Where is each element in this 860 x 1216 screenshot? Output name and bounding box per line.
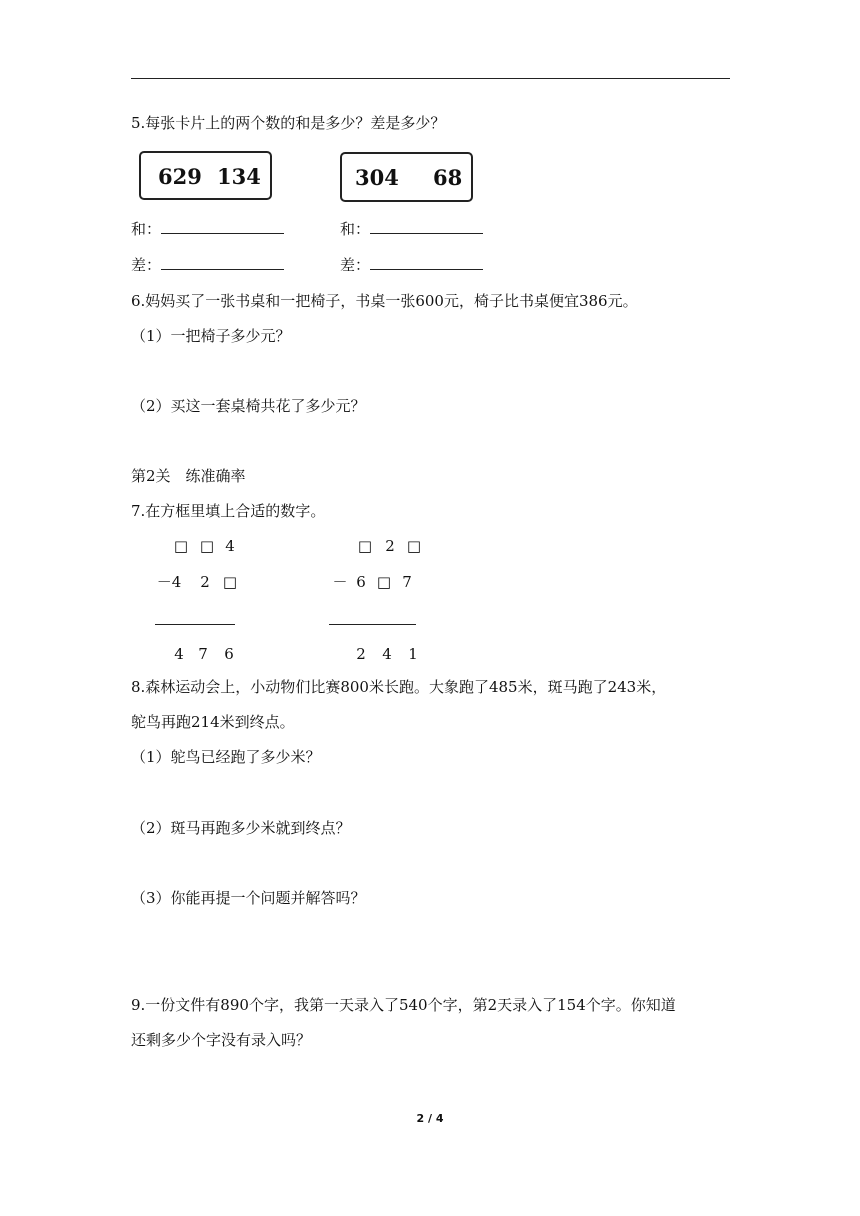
digit-box[interactable]: □ [173,537,189,555]
sum-answer-2 [340,218,483,240]
q7-title: 7.在方框里填上合适的数字。 [131,502,326,520]
digit-box[interactable]: □ [406,537,422,555]
page-number: 2 / 4 [416,1112,444,1125]
digit-box[interactable]: □ [376,573,392,591]
answer-blank[interactable] [370,255,483,270]
q8-title-line2: 鸵鸟再跑214米到终点。 [131,713,295,731]
digit-box[interactable]: □ [199,537,215,555]
digit: 1 [408,645,418,663]
answer-blank[interactable] [370,219,483,234]
card2-number-b: 68 [433,165,463,190]
digit-box[interactable]: □ [357,537,373,555]
digit: 7 [402,573,412,591]
diff-answer-2 [340,254,483,276]
digit: 6 [356,573,366,591]
digit: 2 [200,573,210,591]
sum-label: 和： [340,220,371,238]
digit: 4 [225,537,235,555]
card1-number-b: 134 [217,164,261,189]
q6-sub1: （1）一把椅子多少元？ [131,327,291,345]
q5-title: 5.每张卡片上的两个数的和是多少？差是多少？ [131,114,446,132]
minus-sign: － [332,573,348,591]
q8-title-line1: 8.森林运动会上，小动物们比赛800米长跑。大象跑了485米，斑马跑了243米， [131,678,667,696]
q8-sub1: （1）鸵鸟已经跑了多少米？ [131,748,321,766]
section-title: 第2关 练准确率 [131,467,246,485]
subtraction-line [329,624,416,625]
sum-answer-1 [131,218,284,240]
q8-sub2: （2）斑马再跑多少米就到终点？ [131,819,351,837]
minus-digit: －4 [156,573,182,591]
diff-label: 差： [340,256,371,274]
diff-answer-1 [131,254,284,276]
subtraction-line [155,624,235,625]
answer-blank[interactable] [161,219,284,234]
diff-label: 差： [131,256,162,274]
digit: 2 [385,537,395,555]
digit: 4 [382,645,392,663]
number-card-1 [139,151,272,200]
q6-title: 6.妈妈买了一张书桌和一把椅子，书桌一张600元，椅子比书桌便宜386元。 [131,292,638,310]
header-rule [131,78,730,79]
q9-line2: 还剩多少个字没有录入吗？ [131,1031,312,1049]
digit: 4 [174,645,184,663]
card2-number-a: 304 [355,165,399,190]
digit-box[interactable]: □ [222,573,238,591]
digit: 2 [356,645,366,663]
digit: 7 [198,645,208,663]
sum-label: 和： [131,220,162,238]
q6-sub2: （2）买这一套桌椅共花了多少元？ [131,397,366,415]
number-card-2 [340,152,473,202]
q9-line1: 9.一份文件有890个字，我第一天录入了540个字，第2天录入了154个字。你知道 [131,996,676,1014]
q8-sub3: （3）你能再提一个问题并解答吗？ [131,889,366,907]
answer-blank[interactable] [161,255,284,270]
card1-number-a: 629 [158,164,202,189]
digit: 6 [224,645,234,663]
